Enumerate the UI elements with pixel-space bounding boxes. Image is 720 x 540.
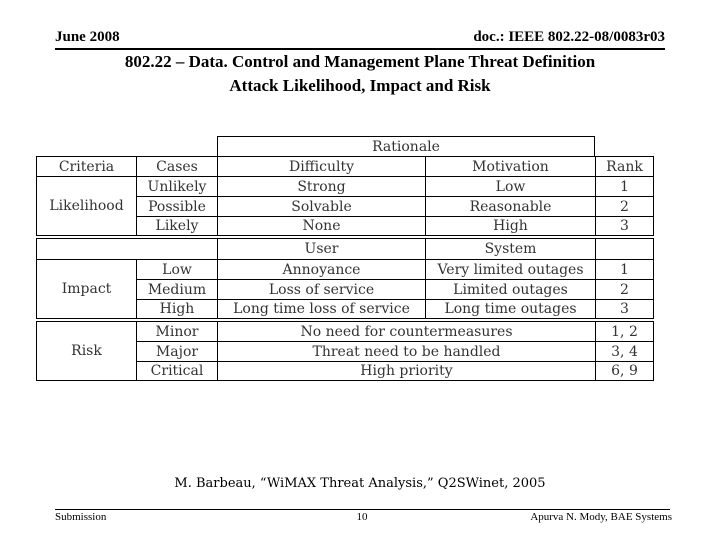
table-cell: Reasonable	[425, 196, 596, 217]
table-cell: Unlikely	[136, 176, 218, 197]
table-cell: Critical	[136, 361, 218, 381]
slide-title	[0, 50, 720, 98]
table-cell: Possible	[136, 196, 218, 217]
table-cell: 6, 9	[595, 361, 654, 381]
header-date: June 2008	[55, 29, 120, 45]
table-cell: Annoyance	[217, 259, 426, 280]
footer-page-number: 10	[356, 511, 368, 523]
title-line-2: Attack Likelihood, Impact and Risk	[229, 76, 491, 95]
subheader-user: User	[217, 238, 426, 260]
table-cell: 1, 2	[595, 321, 654, 342]
header-doc-id: doc.: IEEE 802.22-08/0083r03	[473, 29, 665, 45]
criteria-impact: Impact	[36, 259, 137, 319]
citation: M. Barbeau, “WiMAX Threat Analysis,” Q2SWinet, 2005	[174, 476, 546, 491]
title-line-1: 802.22 – Data. Control and Management Plane Threat Definition	[124, 52, 596, 71]
table-cell: Long time outages	[425, 299, 596, 319]
table-cell: Limited outages	[425, 279, 596, 300]
header-cases: Cases	[136, 156, 218, 177]
criteria-likelihood: Likelihood	[36, 176, 137, 236]
table-cell: High	[425, 216, 596, 236]
rationale-header: Rationale	[217, 136, 595, 157]
table-cell: Long time loss of service	[217, 299, 426, 319]
header-motivation: Motivation	[425, 156, 596, 177]
table-cell: Threat need to be handled	[217, 341, 596, 362]
table-cell: High	[136, 299, 218, 319]
table-cell: 3, 4	[595, 341, 654, 362]
table-cell: Solvable	[217, 196, 426, 217]
header-criteria: Criteria	[36, 156, 137, 177]
table-cell: Major	[136, 341, 218, 362]
table-cell: Medium	[136, 279, 218, 300]
table-cell: No need for countermeasures	[217, 321, 596, 342]
header-difficulty: Difficulty	[217, 156, 426, 177]
table-cell: 1	[595, 176, 654, 197]
table-cell: Likely	[136, 216, 218, 236]
table-cell: 1	[595, 259, 654, 280]
footer-submission: Submission	[55, 511, 107, 523]
table-cell: Low	[136, 259, 218, 280]
table-cell: 3	[595, 299, 654, 319]
subheader-system: System	[425, 238, 596, 260]
table-cell: Strong	[217, 176, 426, 197]
table-cell: Minor	[136, 321, 218, 342]
footer-author: Apurva N. Mody, BAE Systems	[530, 511, 672, 523]
table-cell: Very limited outages	[425, 259, 596, 280]
table-cell: High priority	[217, 361, 596, 381]
table-cell: 3	[595, 216, 654, 236]
table-cell: Loss of service	[217, 279, 426, 300]
threat-table	[36, 136, 654, 382]
footer-rule	[55, 509, 670, 510]
table-cell: Low	[425, 176, 596, 197]
header-rank: Rank	[595, 156, 654, 177]
table-cell: 2	[595, 279, 654, 300]
table-cell: None	[217, 216, 426, 236]
criteria-risk: Risk	[36, 321, 137, 381]
table-cell: 2	[595, 196, 654, 217]
